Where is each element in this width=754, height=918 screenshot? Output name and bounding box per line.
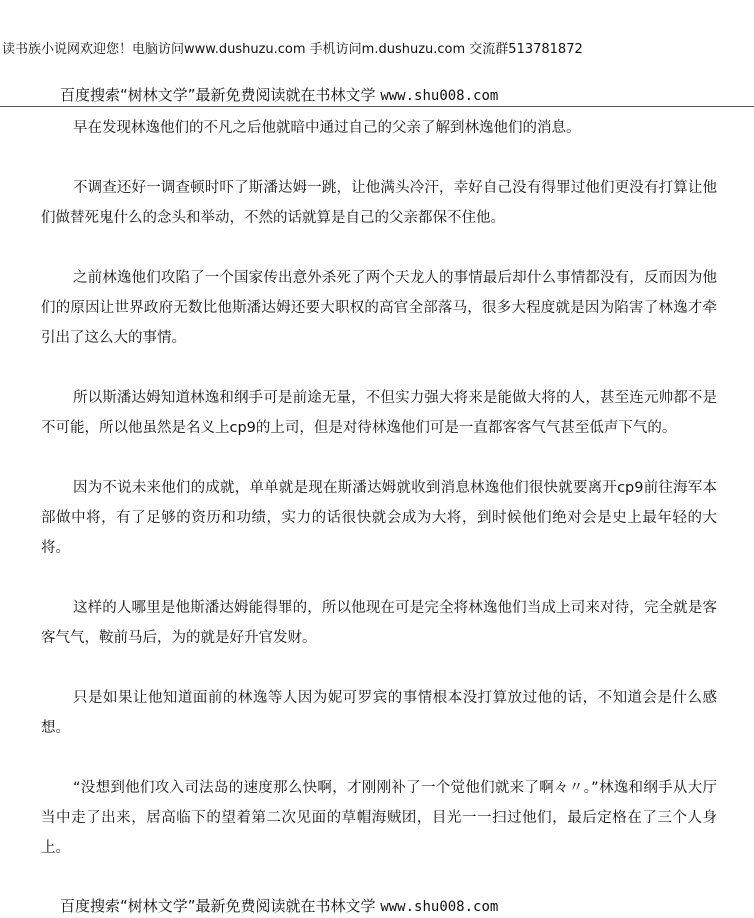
paragraph-5: 因为不说未来他们的成就，单单就是现在斯潘达姆就收到消息林逸他们很快就要离开cp9前往海军本部做中将，有了足够的资历和功绩，实力的话很快就会成为大将，到时候他们绝对会是史上最年轻的大将。 (41, 480, 717, 556)
paragraph-3: 之前林逸他们攻陷了一个国家传出意外杀死了两个天龙人的事情最后却什么事情都没有，反而因为他们的原因让世界政府无数比他斯潘达姆还要大职权的高官全部落马，很多大程度就是因为陷害了林逸才牵引出了这么大的事情。 (41, 270, 717, 346)
site-banner: 读书族小说网欢迎您！电脑访问www.dushuzu.com 手机访问m.dushuzu.com 交流群513781872 (2, 42, 583, 57)
promo-url-link[interactable]: www.shu008.com (380, 88, 499, 104)
promo-text: 百度搜索“树林文学”最新免费阅读就在书林文学 (60, 86, 381, 104)
chapter-body (41, 113, 717, 863)
paragraph-8: “没想到他们攻入司法岛的速度那么快啊，才刚刚补了一个觉他们就来了啊々〃。”林逸和纲手从大厅当中走了出来，居高临下的望着第二次见面的草帽海贼团，目光一一扫过他们，最后定格在了三个人身上。 (41, 780, 717, 856)
promo-line-top (60, 85, 498, 106)
paragraph-4: 所以斯潘达姆知道林逸和纲手可是前途无量，不但实力强大将来是能做大将的人，甚至连元帅都不是不可能，所以他虽然是名义上cp9的上司，但是对待林逸他们可是一直都客客气气甚至低声下气的。 (41, 390, 717, 436)
promo-url-link[interactable]: www.shu008.com (380, 899, 499, 915)
paragraph-1: 早在发现林逸他们的不凡之后他就暗中通过自己的父亲了解到林逸他们的消息。 (73, 120, 581, 136)
header-divider (0, 106, 754, 107)
paragraph-7: 只是如果让他知道面前的林逸等人因为妮可罗宾的事情根本没打算放过他的话，不知道会是什么感想。 (41, 690, 717, 736)
promo-line-bottom (60, 896, 498, 917)
paragraph-6: 这样的人哪里是他斯潘达姆能得罪的，所以他现在可是完全将林逸他们当成上司来对待，完全就是客客气气，鞍前马后，为的就是好升官发财。 (41, 600, 717, 646)
paragraph-2: 不调查还好一调查顿时吓了斯潘达姆一跳，让他满头冷汗，幸好自己没有得罪过他们更没有打算让他们做替死鬼什么的念头和举动，不然的话就算是自己的父亲都保不住他。 (41, 180, 717, 226)
promo-text: 百度搜索“树林文学”最新免费阅读就在书林文学 (60, 897, 381, 915)
